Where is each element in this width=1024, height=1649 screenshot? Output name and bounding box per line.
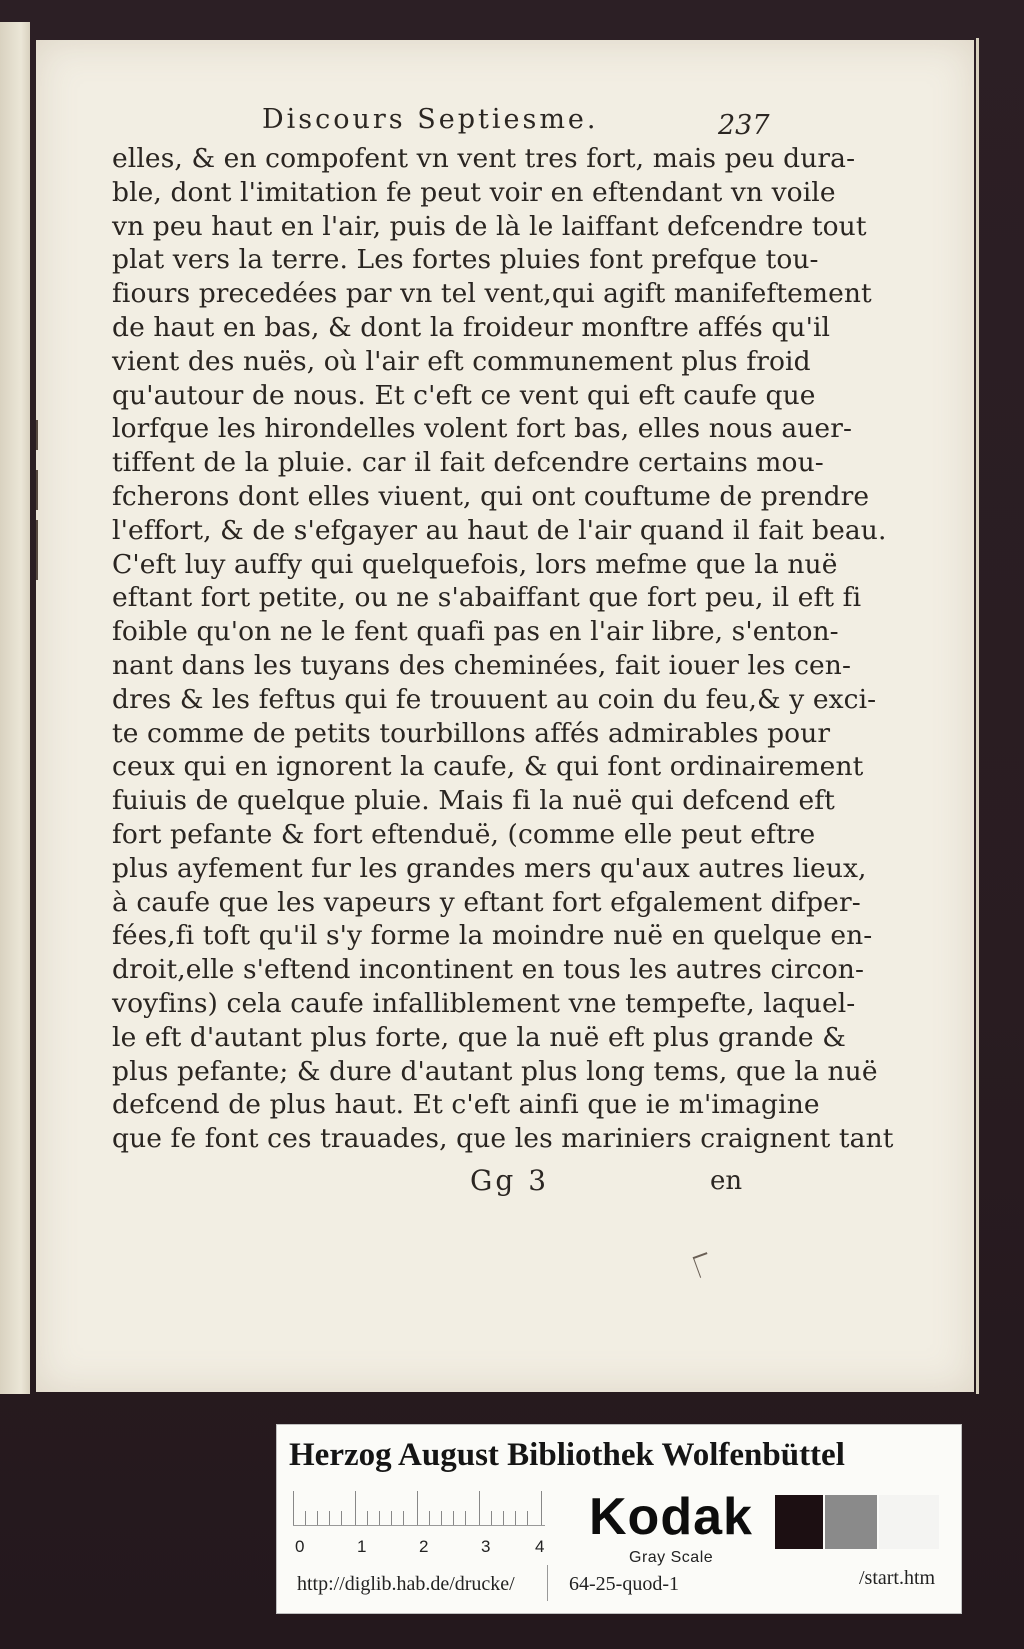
ruler-tick [503,1511,504,1525]
text-line: l'effort, & de s'efgayer au haut de l'air quand il fait beau. [112,514,887,546]
margin-mark [36,420,38,450]
text-line: vient des nuës, où l'air eft communement plus froid [112,345,811,377]
ruler-label: 0 [295,1537,305,1556]
text-line: lorfque les hirondelles volent fort bas, elles nous auer- [112,413,853,445]
ruler-label: 2 [419,1537,429,1556]
ruler-tick [391,1511,392,1525]
ruler-label: 1 [357,1537,367,1556]
ruler-tick [355,1491,356,1525]
text-line: vn peu haut en l'air, puis de là le laiffant defcendre tout [112,210,867,242]
start-url: /start.htm [859,1567,936,1589]
ruler-tick [305,1511,306,1525]
ruler-tick [453,1511,454,1525]
text-line: elles, & en compofent vn vent tres fort, mais peu dura- [112,143,856,174]
ruler-tick [417,1491,418,1525]
source-url: http://diglib.hab.de/drucke/ [297,1573,515,1595]
text-line: tiffent de la pluie. car il fait defcendre certains mou- [112,447,824,479]
library-name: Herzog August Bibliothek Wolfenbüttel [289,1437,845,1473]
text-line: nant dans les tuyans des cheminées, fait iouer les cen- [112,649,852,681]
ruler-tick [429,1511,430,1525]
gray-patch-white [879,1495,939,1549]
gray-patch-mid [825,1495,877,1549]
text-line: droit,elle s'eftend incontinent en tous les autres circon- [112,954,864,986]
ruler-tick [479,1491,480,1525]
ruler-tick [329,1511,330,1525]
text-line: de haut en bas, & dont la froideur monftre affés qu'il [112,311,831,343]
kodak-logo: Kodak [589,1488,753,1546]
adjacent-leaf-edge [0,22,30,1394]
text-line: plus ayfement fur les grandes mers qu'aux autres lieux, [112,852,867,884]
ruler-tick [441,1511,442,1525]
text-line: C'eft luy auffy qui quelquefois, lors mefme que la nuë [112,548,838,580]
ruler-tick [341,1511,342,1525]
divider [547,1565,548,1601]
text-line: fuiuis de quelque pluie. Mais fi la nuë qui defcend eft [112,785,835,817]
gray-patch-black [775,1495,823,1549]
text-line: foible qu'on ne le fent quafi pas en l'air libre, s'enton- [112,616,839,648]
ruler-tick [367,1511,368,1525]
text-line: dres & les feftus qui fe trouuent au coin du feu,& y exci- [112,683,877,715]
gray-scale-label: Gray Scale [629,1549,714,1566]
ruler-label: 3 [481,1537,491,1556]
text-line: qu'autour de nous. Et c'eft ce vent qui eft caufe que [112,379,816,411]
text-line: ble, dont l'imitation fe peut voir en eftendant vn voile [112,176,836,208]
shelfmark: 64-25-quod-1 [569,1573,679,1595]
body-text [112,142,894,1156]
text-line: plus pefante; & dure d'autant plus long tems, que la nuë [112,1055,878,1087]
ruler-tick [379,1511,380,1525]
text-line: ceux qui en ignorent la caufe, & qui font ordinairement [112,751,864,783]
signature-mark: Gg 3 [470,1164,550,1197]
catchword: en [710,1166,743,1196]
ruler-tick [541,1491,542,1525]
ruler-tick [515,1511,516,1525]
text-line: te comme de petits tourbillons affés admirables pour [112,717,831,749]
text-line: plat vers la terre. Les fortes pluies font prefque tou- [112,244,819,276]
text-line: fiours precedées par vn tel vent,qui agift manifeftement [112,278,872,310]
color-calibration-strip [276,1424,962,1614]
text-line: que fe font ces trauades, que les mariniers craignent tant [112,1123,894,1155]
text-line: fées,fi toft qu'il s'y forme la moindre nuë en quelque en- [112,920,873,952]
text-line: à caufe que les vapeurs y eftant fort efgalement difper- [112,886,861,918]
running-head: Discours Septiesme. [262,104,599,135]
text-line: fcherons dont elles viuent, qui ont couftume de prendre [112,480,870,512]
ruler-tick [491,1511,492,1525]
ruler-tick [293,1491,294,1525]
ruler-label: 4 [535,1537,545,1556]
scale-ruler [293,1491,545,1526]
text-line: eftant fort petite, ou ne s'abaiffant que fort peu, il eft fi [112,582,862,614]
ruler-tick [527,1511,528,1525]
ruler-tick [317,1511,318,1525]
text-line: le eft d'autant plus forte, que la nuë eft plus grande & [112,1021,846,1053]
margin-mark [36,470,38,510]
page-number: 237 [718,110,770,141]
text-line: defcend de plus haut. Et c'eft ainfi que ie m'imagine [112,1089,820,1121]
margin-mark [36,520,38,580]
text-line: voyfins) cela caufe infalliblement vne tempefte, laquel- [112,987,856,1019]
text-line: fort pefante & fort eftenduë, (comme elle peut eftre [112,818,816,850]
ruler-tick [465,1511,466,1525]
ruler-tick [403,1511,404,1525]
